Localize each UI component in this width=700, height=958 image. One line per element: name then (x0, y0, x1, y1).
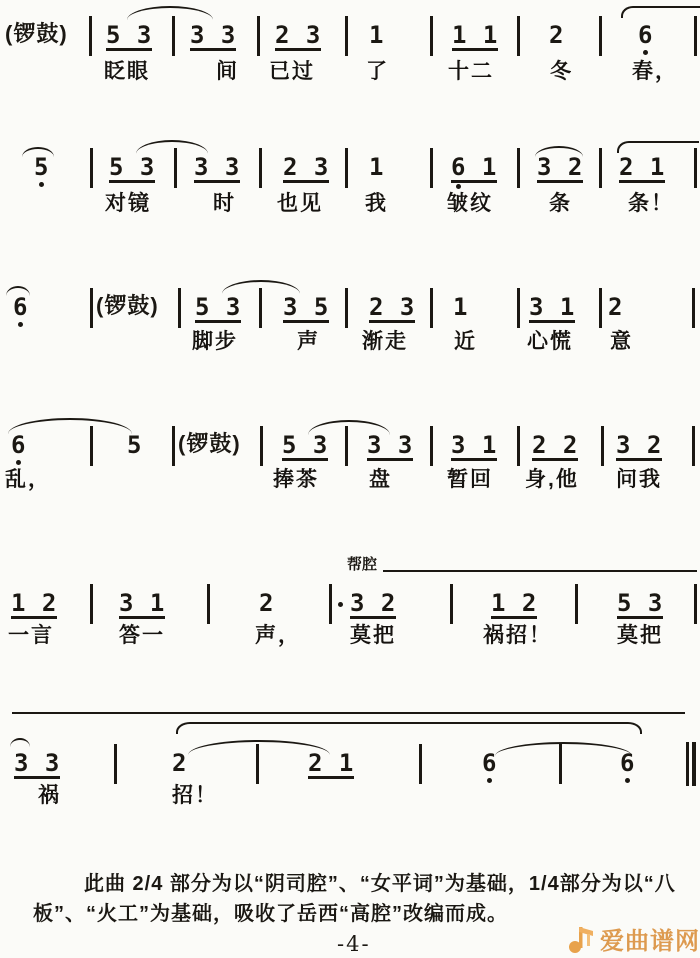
barline (517, 288, 520, 328)
lyric: 莫把 (617, 624, 663, 647)
octave-dot (643, 50, 648, 55)
note: 6 (482, 752, 497, 774)
barline (257, 16, 260, 56)
octave-dot (456, 184, 461, 189)
note: 5 3 (106, 21, 153, 49)
lyric: 乱， (5, 468, 51, 491)
note: 6 (638, 24, 653, 46)
barline (430, 426, 433, 466)
slur (136, 140, 208, 154)
barline (694, 584, 697, 624)
note: 6 1 (451, 156, 497, 183)
bangqiang-line (383, 570, 697, 572)
lyric: 了 (366, 60, 389, 83)
lyric: 近 (454, 330, 477, 353)
lyric: 身,他 (525, 468, 579, 491)
octave-dot (16, 460, 21, 465)
note: 6 (620, 752, 635, 774)
lyric: 意 (610, 330, 633, 353)
barline (329, 584, 332, 624)
barline (692, 288, 695, 328)
barline (430, 148, 433, 188)
lyric: 一言 (8, 624, 54, 647)
lyric: 捧茶 (273, 468, 319, 491)
lyric: 也见 (277, 192, 323, 215)
note: 3 3 (14, 749, 61, 777)
octave-dot (625, 778, 630, 783)
lyric: 眨眼 (104, 60, 150, 83)
gong-drum-label: (锣鼓) (178, 431, 241, 456)
watermark-text: 爱曲谱网 (600, 928, 700, 955)
note: 2 3 (283, 153, 330, 181)
lyric: 皱纹 (447, 192, 493, 215)
lyric: 莫把 (350, 624, 396, 647)
lyric: 问我 (616, 468, 662, 491)
lyric: 祸招！ (483, 624, 552, 647)
barline (450, 584, 453, 624)
barline (256, 744, 259, 784)
bangqiang-label: 帮腔 (347, 556, 378, 573)
note: 1 1 (452, 21, 499, 49)
gong-drum-label: (锣鼓) (5, 21, 68, 46)
lyric: 声， (255, 624, 301, 647)
note: 2 (608, 293, 624, 321)
footnote-line-1: 此曲 2/4 部分为以“阴司腔”、“女平词”为基础，1/4部分为以“八 (84, 873, 676, 895)
lyric: 暂回 (447, 468, 493, 491)
barline (599, 288, 602, 328)
lyric: 已过 (269, 60, 315, 83)
barline (259, 148, 262, 188)
note: 5 (34, 156, 49, 178)
lyric: 脚步 (192, 330, 238, 353)
barline (517, 426, 520, 466)
music-note-icon (566, 923, 596, 955)
barline (172, 16, 175, 56)
barline (345, 148, 348, 188)
barline (517, 148, 520, 188)
slur (127, 6, 213, 20)
note: 2 (259, 589, 275, 617)
note: 3 3 (190, 21, 237, 49)
barline (419, 744, 422, 784)
note: 1 2 (11, 589, 58, 617)
note: 6 (13, 296, 28, 318)
note: 3 2 (537, 153, 584, 181)
barline (90, 584, 93, 624)
barline (89, 16, 92, 56)
barline (172, 426, 175, 466)
note: 5 3 (282, 431, 329, 459)
note: 3 2 (616, 431, 663, 459)
octave-dot (18, 322, 23, 327)
note: 1 (453, 293, 469, 321)
barline (692, 426, 695, 466)
octave-dot (487, 778, 492, 783)
double-barline (686, 742, 696, 786)
lyric: 盘 (369, 468, 392, 491)
footnote-line-2: 板”、“火工”为基础，吸收了岳西“高腔”改编而成。 (33, 903, 508, 925)
lyric: 时 (213, 192, 236, 215)
barline (207, 584, 210, 624)
barline (599, 148, 602, 188)
note: 5 3 (195, 293, 242, 321)
lyric: 我 (365, 192, 388, 215)
tie (617, 141, 699, 153)
slur (8, 418, 132, 434)
tie (176, 722, 642, 734)
lyric: 招！ (172, 784, 218, 807)
note: 3 2 (350, 589, 397, 617)
barline (174, 148, 177, 188)
lyric: 渐走 (362, 330, 408, 353)
barline (694, 148, 697, 188)
note: 2 1 (308, 749, 355, 777)
barline (90, 288, 93, 328)
page-number: -4- (337, 932, 371, 956)
lyric: 条 (549, 192, 572, 215)
note: 2 1 (619, 153, 666, 181)
barline (559, 744, 562, 784)
slur (495, 742, 632, 756)
note: 1 (369, 21, 385, 49)
lyric: 十二 (448, 60, 494, 83)
bangqiang-line (12, 712, 685, 714)
note: 3 1 (529, 293, 576, 321)
note: 5 (127, 431, 143, 459)
lyric: 心慌 (527, 330, 573, 353)
barline (178, 288, 181, 328)
note: 2 3 (369, 293, 416, 321)
barline (345, 288, 348, 328)
dot-mark (338, 602, 343, 607)
tie (621, 6, 700, 18)
watermark (566, 921, 700, 956)
note: 2 (172, 749, 188, 777)
gong-drum-label: (锣鼓) (96, 293, 159, 318)
barline (259, 288, 262, 328)
octave-dot (39, 182, 44, 187)
barline (430, 16, 433, 56)
barline (260, 426, 263, 466)
lyric: 冬 (550, 60, 573, 83)
barline (517, 16, 520, 56)
lyric: 间 (216, 60, 239, 83)
barline (601, 426, 604, 466)
note: 5 3 (109, 153, 156, 181)
note: 3 1 (119, 589, 166, 617)
barline (345, 16, 348, 56)
note: 2 3 (275, 21, 322, 49)
barline (430, 288, 433, 328)
barline (599, 16, 602, 56)
barline (90, 426, 93, 466)
lyric: 条！ (628, 192, 674, 215)
note: 3 3 (367, 431, 414, 459)
note: 3 1 (451, 431, 498, 459)
barline (345, 426, 348, 466)
note: 2 (549, 21, 565, 49)
lyric: 声 (297, 330, 320, 353)
note: 5 3 (617, 589, 664, 617)
barline (114, 744, 117, 784)
barline (694, 16, 697, 56)
note: 1 2 (491, 589, 538, 617)
barline (90, 148, 93, 188)
note: 2 2 (532, 431, 579, 459)
slur (10, 738, 30, 747)
note: 3 3 (194, 153, 241, 181)
note: 6 (11, 434, 26, 456)
lyric: 对镜 (105, 192, 151, 215)
lyric: 祸 (38, 784, 61, 807)
barline (575, 584, 578, 624)
lyric: 答一 (119, 624, 165, 647)
note: 1 (369, 153, 385, 181)
note: 3 5 (283, 293, 330, 321)
lyric: 春， (632, 60, 678, 83)
